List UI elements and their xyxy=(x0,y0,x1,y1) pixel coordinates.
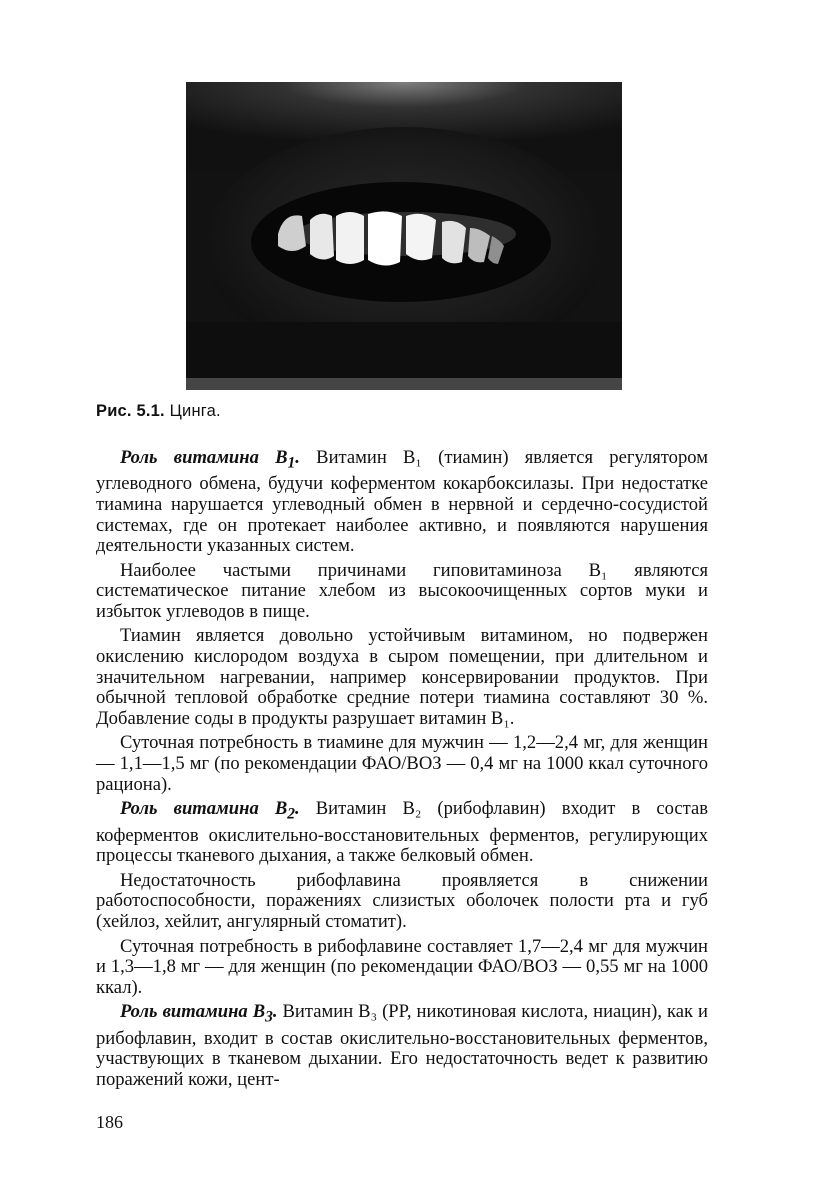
paragraph: Роль витамина $B_2$. Витамин B₂ (рибофлавин) входит в состав коферментов окислительно-восстановительных ферментов, регулирующих процессы тканевого дыхания, а также белковый обмен. xyxy=(96,798,708,867)
paragraph: Наиболее частыми причинами гиповитаминоза B₁ являются систематическое питание хлебом из высокоочищенных сортов муки и избыток углеводов в пище. xyxy=(96,559,708,622)
paragraph: Недостаточность рибофлавина проявляется в снижении работоспособности, поражениях слизистых оболочек полости рта и губ (хейлоз, хейлит, ангулярный стоматит). xyxy=(96,869,708,932)
mouth-teeth-image xyxy=(186,82,622,390)
paragraph: Роль витамина $B_1$. Витамин B₁ (тиамин) является регулятором углеводного обмена, будучи коферментом кокарбоксилазы. При недостатке тиамина нарушается углеводный обмен в нервной и сердечно-сосудистой системах, где он протекает наиболее активно, и появляются нарушения деятельности указанных систем. xyxy=(96,447,708,557)
figure-caption xyxy=(96,402,221,421)
paragraph: Роль витамина $B_3$. Витамин B₃ (PP, никотиновая кислота, ниацин), как и рибофлавин, входит в состав окислительно-восстановительных ферментов, участвующих в тканевом дыхании. Его недостаточность ведет к развитию поражений кожи, цент- xyxy=(96,1001,708,1090)
section-heading: Роль витамина $B_3$. xyxy=(120,1001,278,1026)
paragraph: Тиамин является довольно устойчивым витамином, но подвержен окислению кислородом воздуха в сыром помещении, при длительном и значительном нагревании, например консервировании продуктов. При обычной тепловой обработке средние потери тиамина составляют 30 %. Добавление соды в продукты разрушает витамин B₁. xyxy=(96,625,708,729)
paragraph: Суточная потребность в рибофлавине составляет 1,7—2,4 мг для мужчин и 1,3—1,8 мг — для женщин (по рекомендации ФАО/ВОЗ — 0,55 мг на 1000 ккал). xyxy=(96,935,708,998)
figure-title: Цинга. xyxy=(169,402,221,420)
page-number: 186 xyxy=(96,1112,123,1132)
paragraph: Суточная потребность в тиамине для мужчин — 1,2—2,4 мг, для женщин — 1,1—1,5 мг (по рекомендации ФАО/ВОЗ — 0,4 мг на 1000 ккал суточного рациона). xyxy=(96,732,708,795)
figure-label: Рис. 5.1. xyxy=(96,402,165,420)
scurvy-photo xyxy=(186,82,622,390)
section-heading: Роль витамина $B_1$. xyxy=(120,447,300,472)
body-text xyxy=(96,448,708,1094)
section-heading: Роль витамина $B_2$. xyxy=(120,798,300,823)
